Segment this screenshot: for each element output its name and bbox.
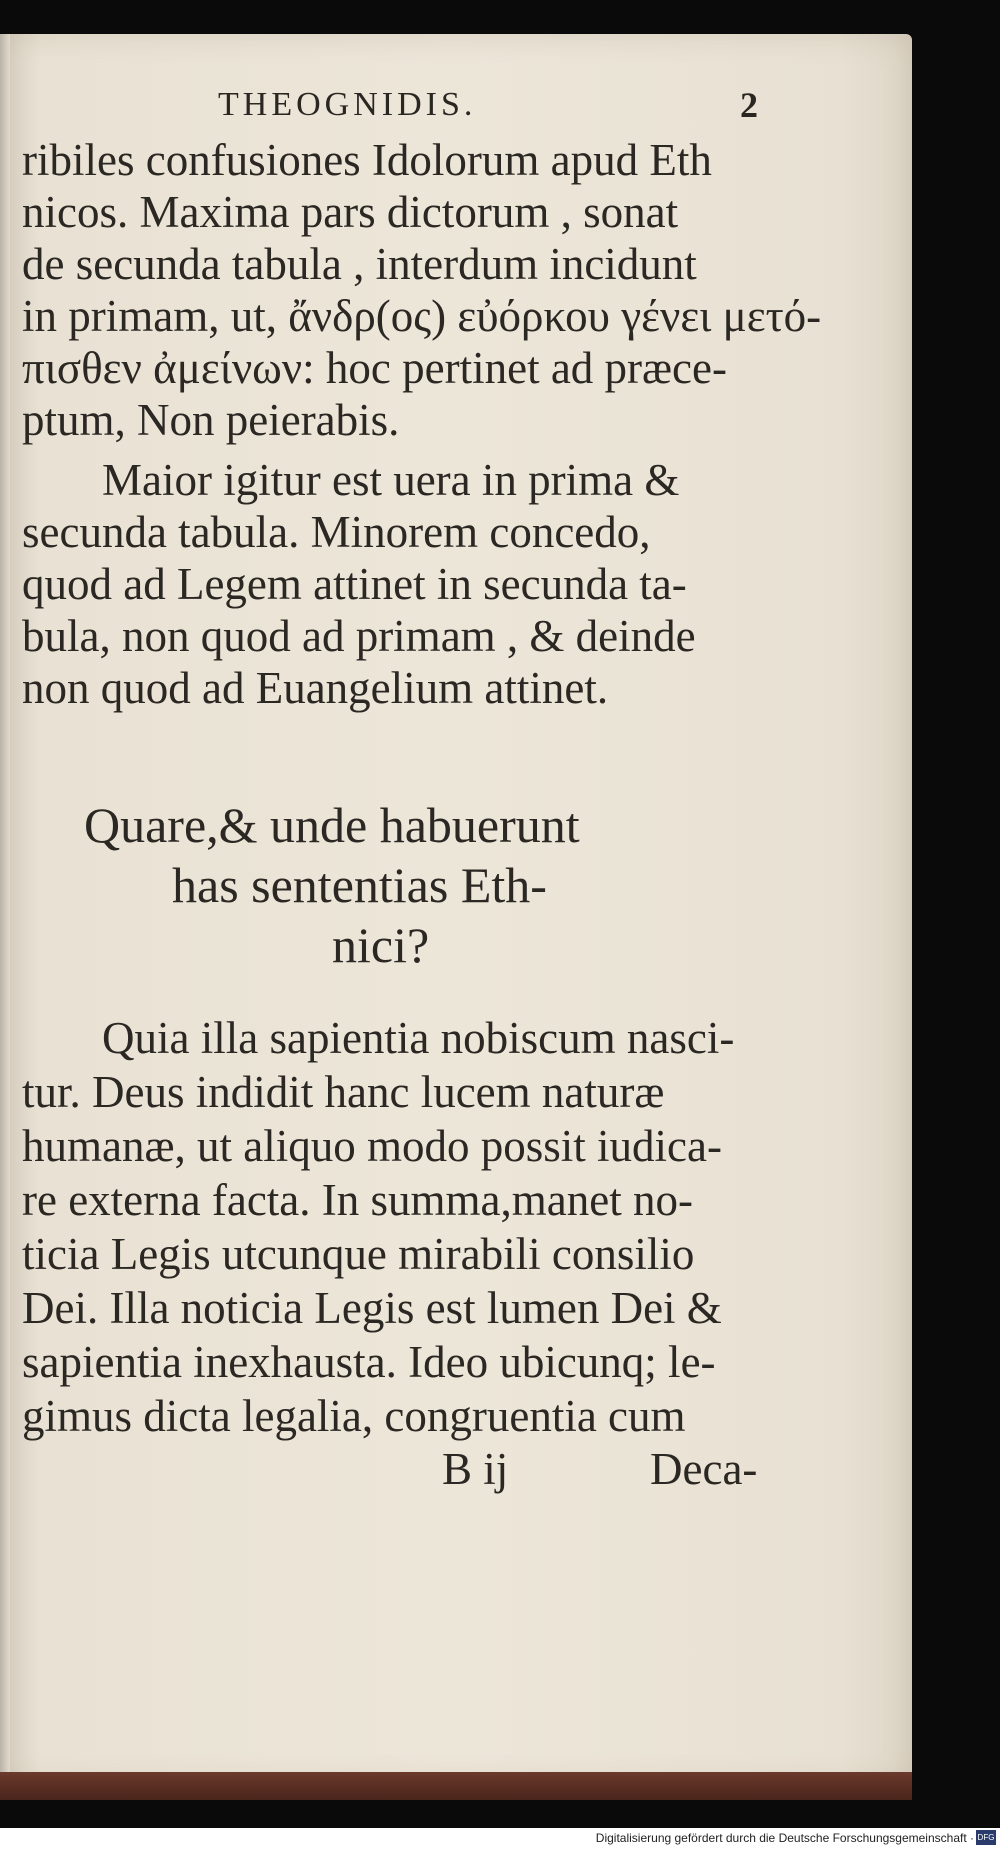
text-line: Dei. Illa noticia Legis est lumen Dei &	[22, 1283, 722, 1333]
text-line: ptum, Non peierabis.	[22, 395, 400, 445]
text-line: re externa facta. In summa,manet no-	[22, 1175, 693, 1225]
section-heading-line: Quare,& unde habuerunt	[84, 797, 580, 853]
text-line: Quia illa sapientia nobiscum nasci-	[102, 1013, 735, 1063]
text-line: ticia Legis utcunque mirabili consilio	[22, 1229, 695, 1279]
section-heading-line: nici?	[332, 917, 430, 973]
binding-edge	[0, 1772, 912, 1800]
text-line: Maior igitur est uera in prima &	[102, 455, 680, 505]
signature-mark: B ij	[442, 1444, 509, 1494]
text-line: nicos. Maxima pars dictorum , sonat	[22, 187, 679, 237]
text-line: de secunda tabula , interdum incidunt	[22, 239, 697, 289]
catchword: Deca-	[650, 1444, 758, 1494]
text-line: πισθεν ἀμείνων: hoc pertinet ad præce-	[22, 343, 727, 393]
text-line: sapientia inexhausta. Ideo ubicunq; le-	[22, 1337, 716, 1387]
text-line: bula, non quod ad primam , & deinde	[22, 611, 696, 661]
text-line: non quod ad Euangelium attinet.	[22, 663, 609, 713]
text-line: gimus dicta legalia, congruentia cum	[22, 1391, 686, 1441]
text-line: secunda tabula. Minorem concedo,	[22, 507, 651, 557]
page-edge	[0, 34, 10, 1784]
text-line: ribiles confusiones Idolorum apud Eth	[22, 135, 712, 185]
funding-credit: Digitalisierung gefördert durch die Deutsche Forschungsgemeinschaft ·	[595, 1831, 974, 1845]
section-heading-line: has sententias Eth-	[172, 857, 547, 913]
running-head: THEOGNIDIS.	[218, 86, 477, 123]
text-line: quod ad Legem attinet in secunda ta-	[22, 559, 687, 609]
page-header	[22, 80, 772, 132]
footer-bar	[0, 1828, 1000, 1851]
text-line: in primam, ut, ἄνδρ(ος) εὐόρκου γένει μετό-	[22, 291, 822, 341]
text-line: tur. Deus indidit hanc lucem naturæ	[22, 1067, 665, 1117]
dfg-logo-icon: DFG	[976, 1830, 996, 1845]
text-line: humanæ, ut aliquo modo possit iudica-	[22, 1121, 722, 1171]
page-number: 2	[740, 85, 758, 125]
